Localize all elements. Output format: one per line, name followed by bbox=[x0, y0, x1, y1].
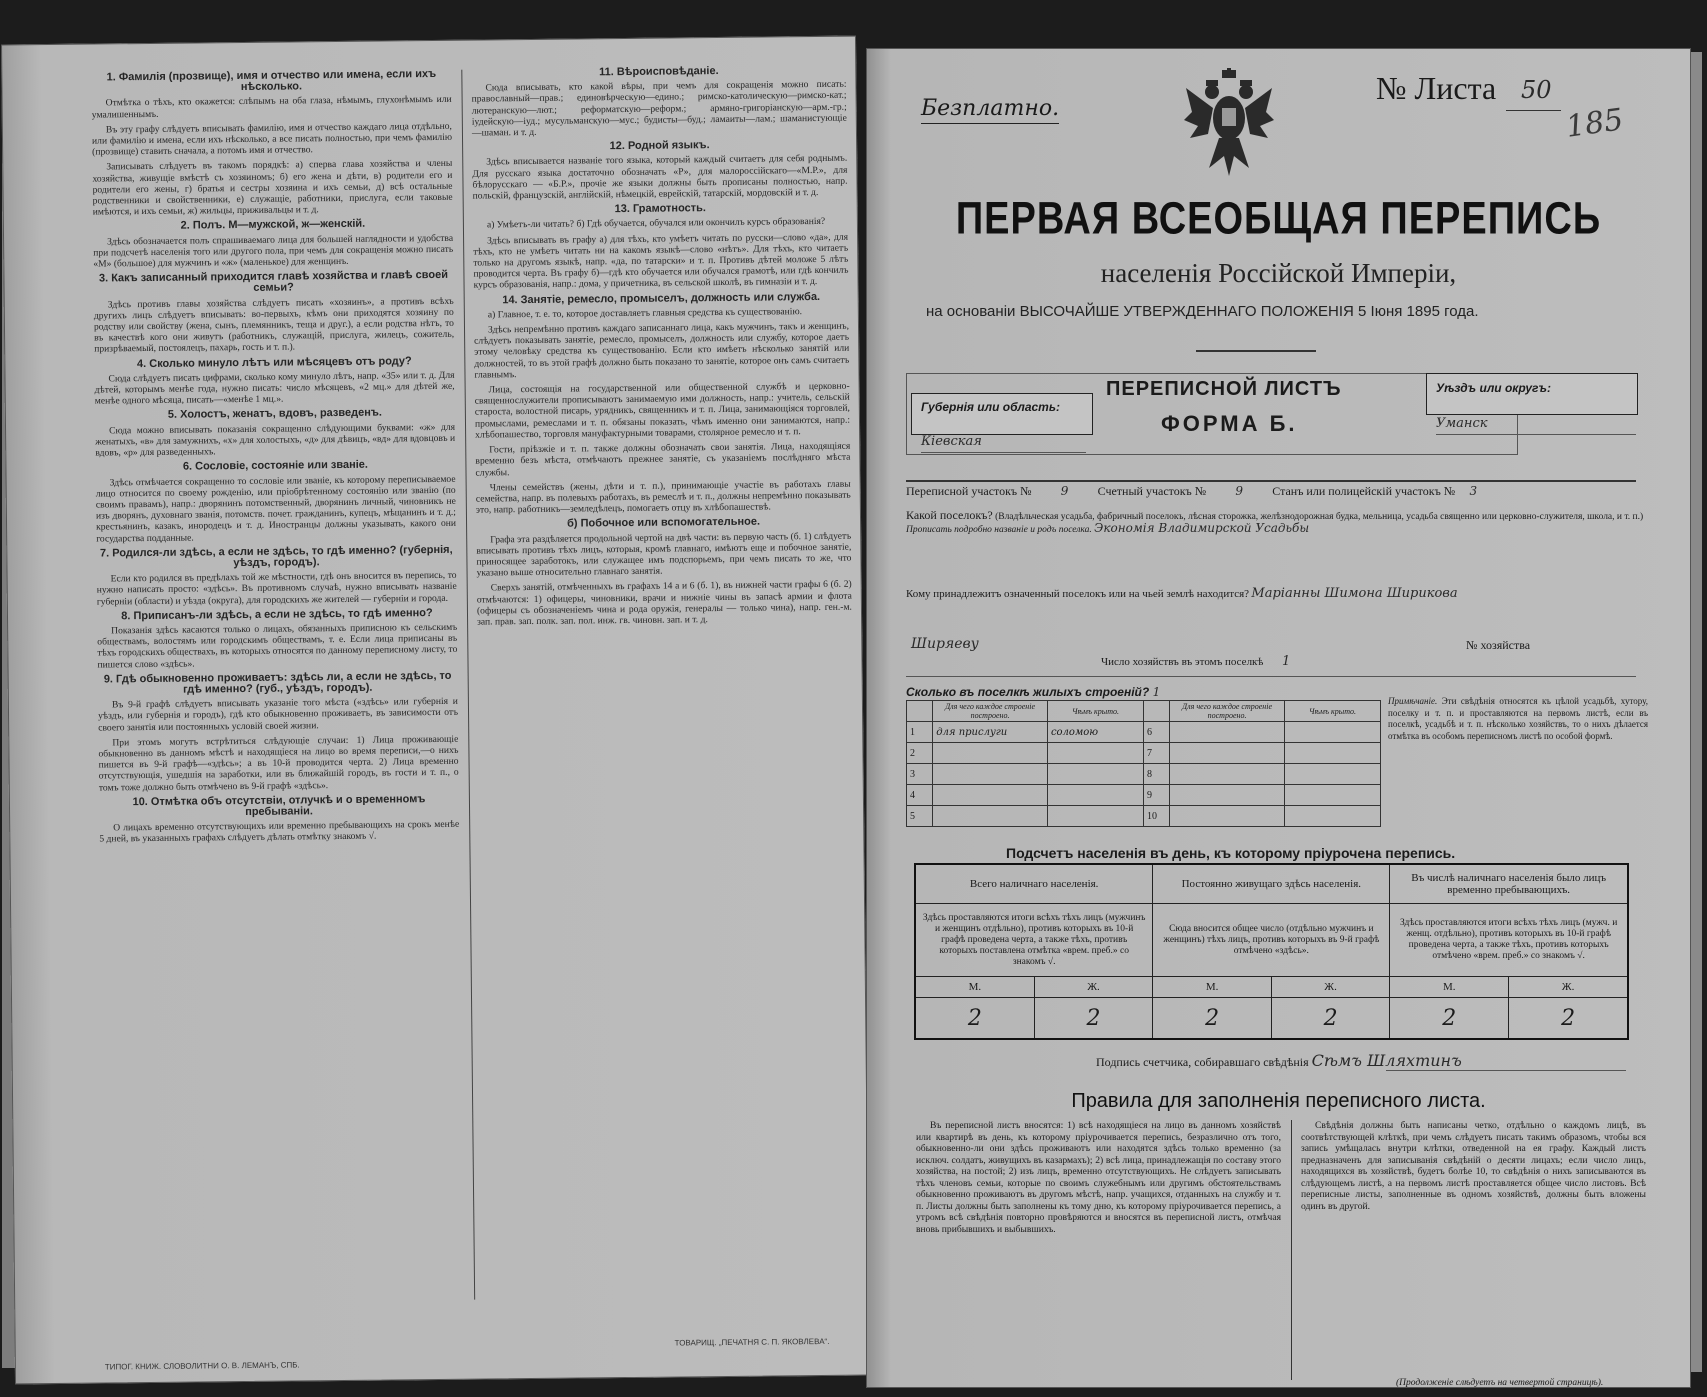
printer-imprint-left: ТИПОГ. КНИЖ. СЛОВОЛИТНИ О. В. ЛЕМАНЪ, СПБ. bbox=[104, 1360, 300, 1372]
count-header-row bbox=[915, 864, 1628, 904]
row-number: 9 bbox=[1143, 785, 1169, 806]
pencil-archive-number: 185 bbox=[1563, 102, 1626, 145]
female-column-label: Ж. bbox=[1034, 977, 1153, 998]
instruction-heading: 2. Полъ. М—мужской, ж—женскій. bbox=[180, 218, 366, 233]
building-roof bbox=[1047, 806, 1143, 827]
free-label: Безплатно. bbox=[921, 96, 1059, 124]
guberniya-label: Губернія или область: bbox=[921, 400, 1060, 414]
row-number: 2 bbox=[907, 743, 933, 764]
signature-label: Подпись счетчика, собиравшаго свѣдѣнія bbox=[1096, 1055, 1309, 1069]
female-column-label: Ж. bbox=[1271, 977, 1389, 998]
instruction-paragraph: Гости, пріѣзжіе и т. п. также должны обозначать свои занятія. Лица, находящіяся временно безъ мѣста, отмѣчаютъ прежнее занятіе, съ указаніемъ послѣдняго мѣста службы. bbox=[475, 440, 851, 479]
buildings-header-row bbox=[907, 701, 1381, 722]
buildings-label: Сколько въ поселкѣ жилыхъ строеній? bbox=[906, 685, 1150, 699]
instruction-paragraph: Сюда вписывать, кто какой вѣры, при чемъ для сокращенія можно писать: православный—прав.; единовѣрческую—едино.; римско-католическую—римско-кат.; лютеранскую—лют.; реформатскую—реформ.; армяно-григоріанскую—арм.-гр.; іудейскую—іуд.; мусульманскую—мус.; будисты—буд.; ламаиты—лам.; шаманистующіе—шаман. и т. д. bbox=[471, 78, 847, 139]
signature-row bbox=[1096, 1051, 1462, 1070]
row-number: 6 bbox=[1143, 722, 1169, 743]
female-count: 2 bbox=[1509, 998, 1628, 1040]
row-number: 8 bbox=[1143, 764, 1169, 785]
building-roof bbox=[1284, 806, 1380, 827]
owner-value-1: Маріанны Шимона Ширикова bbox=[1251, 586, 1458, 601]
header-rule bbox=[906, 480, 1636, 482]
buildings-header-cell: Для чего каждое строеніе построено. bbox=[933, 701, 1048, 722]
instruction-heading: 14. Занятіе, ремесло, промыселъ, должность или служба. bbox=[502, 290, 821, 306]
population-count-table bbox=[914, 863, 1629, 1040]
instruction-heading: 12. Родной языкъ. bbox=[609, 139, 710, 153]
row-number: 7 bbox=[1143, 743, 1169, 764]
building-purpose bbox=[1170, 764, 1285, 785]
count-district-value: 9 bbox=[1235, 484, 1244, 498]
instruction-heading: б) Побочное или вспомогательное. bbox=[567, 515, 761, 530]
imperial-eagle-emblem bbox=[1184, 68, 1274, 178]
district-label: Переписной участокъ № bbox=[906, 484, 1032, 498]
building-purpose bbox=[1170, 743, 1285, 764]
uezd-value: Уманск bbox=[1436, 416, 1488, 431]
settlement-value: Экономія Владимирской Усадьбы bbox=[1094, 521, 1310, 535]
instructions-column-2 bbox=[471, 61, 852, 632]
rules-right-column: Свѣдѣнія должны быть написаны четко, отдѣльно о каждомъ лицѣ, въ соотвѣтствующей клѣткѣ, при чемъ слѣдуетъ писать такимъ образомъ, чтобы вся запись умѣщалась внутри клѣтки, отведенной на ея графу. Каждый листъ предназначенъ для записыванія свѣдѣній о десяти лицахъ; если число лицъ, находящихся въ хозяйствѣ, будетъ болѣе 10, то свѣдѣнія о нихъ записываются въ слѣдующемъ листѣ, а на первомъ листѣ проставляется общее число листовъ. Всѣ переписные листы, заполненные въ одномъ хозяйствѣ, должны быть вложены одинъ въ другой. bbox=[1301, 1120, 1646, 1212]
instruction-heading: 6. Сословіе, состояніе или званіе. bbox=[182, 458, 369, 473]
instruction-paragraph: Здѣсь непремѣнно противъ каждаго записаннаго лица, какъ мужчинъ, такъ и женщинъ, слѣдуетъ показывать занятіе, ремесло, промыселъ, должность или службу, которое даетъ этому человѣку средства къ существованію. Если кто имѣетъ нѣсколько занятій или должностей, то въ этой графѣ должно быть показано то занятіе, которое онъ самъ считаетъ главнымъ. bbox=[474, 320, 850, 381]
instruction-paragraph: Если кто родился въ предѣлахъ той же мѣстности, гдѣ онъ вносится въ перепись, то нужно написать просто: «здѣсь». Въ противномъ случаѣ, нужно вписывать названіе губерніи (области) и уѣзда (округа), для городскихъ же жителей — губерніи и города. bbox=[96, 569, 457, 608]
male-column-label: М. bbox=[1390, 977, 1509, 998]
settlement-hint: (Владѣльческая усадьба, фабричный поселокъ, лѣсная сторожка, желѣзнодорожная будка, мельница, усадьба священно или церковно-служителя, школа, и т. п.) bbox=[995, 512, 1644, 522]
count-column-head: Постоянно живущаго здѣсь населенія. bbox=[1153, 864, 1390, 904]
uezd-label: Уѣздъ или округъ: bbox=[1436, 381, 1551, 395]
building-purpose bbox=[1170, 722, 1285, 743]
instruction-heading: 3. Какъ записанный приходится главѣ хозяйства и главѣ своей семьи? bbox=[98, 269, 449, 295]
row-number: 1 bbox=[907, 722, 933, 743]
sheet-number-value: 50 bbox=[1521, 76, 1552, 104]
building-purpose bbox=[933, 806, 1048, 827]
instruction-heading: 13. Грамотность. bbox=[614, 202, 707, 216]
instruction-paragraph: Члены семействъ (жены, дѣти и т. п.), принимающіе участіе въ работахъ главы семейства, напр. въ полевыхъ работахъ, въ ремеслѣ и т. п., должны непремѣнно показывать это, напр. работникъ—земледѣлецъ, помогаетъ отцу въ хлѣбопашествѣ. bbox=[475, 478, 851, 516]
count-sex-row bbox=[915, 977, 1628, 998]
owner-underline bbox=[906, 676, 1636, 677]
table-row bbox=[907, 806, 1381, 827]
uezd-underline bbox=[1436, 434, 1636, 435]
count-values-row bbox=[915, 998, 1628, 1040]
sheet-number-label: № Листа bbox=[1376, 70, 1497, 106]
household-number-label: № хозяйства bbox=[1466, 638, 1531, 652]
instruction-paragraph: Отмѣтка о тѣхъ, кто окажется: слѣпымъ на оба глаза, нѣмымъ, глухонѣмымъ или умалишеннымъ. bbox=[91, 94, 452, 121]
buildings-header-cell: Чѣмъ крыто. bbox=[1284, 701, 1380, 722]
rules-divider bbox=[1291, 1120, 1292, 1380]
male-count: 2 bbox=[1153, 998, 1271, 1040]
printer-imprint-right: ТОВАРИЩ. „ПЕЧАТНЯ С. П. ЯКОВЛЕВА“. bbox=[674, 1336, 830, 1348]
buildings-note-title: Примѣчаніе. bbox=[1388, 696, 1438, 706]
instruction-paragraph: Сюда слѣдуетъ писать цифрами, сколько кому минуло лѣтъ, напр. «35» или т. д. Для дѣтей, которымъ менѣе года, нужно писать: число мѣсяцевъ, «2 мц.» для дѣтей же, менѣе одного мѣсяца, писать—«менѣе 1 мц.». bbox=[94, 369, 455, 407]
instruction-heading: 11. Вѣроисповѣданіе. bbox=[598, 65, 719, 79]
instruction-paragraph: Сверхъ занятій, отмѣченныхъ въ графахъ 14 а и 6 (б. 1), въ нижней части графы 6 (б. 2) отмѣчаются: 1) офицеры, чиновники, врачи и нижніе чины въ запасѣ армии и флота (офицеры съ обозначеніемъ чина и рода оружія, генералы — только чина), напр. ген.-м. зап. прав. зап. полк. зап. пол. инж. гв. чиновн. зап. и т. д. bbox=[476, 578, 853, 628]
row-number: 4 bbox=[907, 785, 933, 806]
stan-value: 3 bbox=[1469, 484, 1478, 498]
continued-note: (Продолженіе слѣдуетъ на четвертой страницѣ). bbox=[1396, 1378, 1604, 1388]
female-column-label: Ж. bbox=[1509, 977, 1628, 998]
households-row bbox=[1101, 656, 1306, 668]
male-count: 2 bbox=[915, 998, 1034, 1040]
census-subtitle: населенія Россійской Имперіи, bbox=[1100, 258, 1457, 288]
count-column-description: Здѣсь проставляются итоги всѣхъ тѣхъ лицъ (мужч. и женщ. отдѣльно), противъ которыхъ въ 10-й графѣ проведена черта, а также тѣхъ, противъ которыхъ отмѣчено «врем. преб.» со знакомъ √. bbox=[1390, 904, 1628, 977]
buildings-note bbox=[1388, 696, 1648, 742]
population-count-title: Подсчетъ населенія въ день, къ которому пріурочена перепись. bbox=[1006, 845, 1456, 861]
female-count: 2 bbox=[1034, 998, 1153, 1040]
instruction-paragraph: Здѣсь обозначается полъ спрашиваемаго лица для большей наглядности и удобства при подсчетѣ населенія того или другого пола, при чемъ для сокращенія можно писать «М» (большое) для мужчинъ и «ж» (маленькое) для женщинъ. bbox=[93, 232, 454, 270]
instructions-column-1 bbox=[91, 65, 459, 849]
row-number: 10 bbox=[1143, 806, 1169, 827]
building-roof bbox=[1284, 743, 1380, 764]
guberniya-underline bbox=[921, 452, 1086, 453]
instruction-heading: 5. Холостъ, женатъ, вдовъ, разведенъ. bbox=[167, 407, 382, 422]
settlement-row bbox=[906, 510, 1646, 536]
count-district-label: Счетный участокъ № bbox=[1097, 484, 1207, 498]
signature-value: Сѣмъ Шляхтинъ bbox=[1311, 1051, 1462, 1070]
table-row bbox=[907, 743, 1381, 764]
building-purpose bbox=[1170, 806, 1285, 827]
instruction-paragraph: Здѣсь противъ главы хозяйства слѣдуетъ писать «хозяинъ», а противъ всѣхъ другихъ лицъ слѣдуетъ вписывать: во-первыхъ, кѣмъ они приходятся хозяину по родству или свойству (жена, сынъ, племянникъ, теща и друг.), а если родства нѣтъ, то въ качествѣ кого они живутъ (работникъ, служащій, прислуга, жилецъ, сожитель, призрѣваемый, постоялецъ, пахарь, гость и т. п.). bbox=[93, 295, 455, 356]
building-roof bbox=[1284, 764, 1380, 785]
building-roof: соломою bbox=[1047, 722, 1143, 743]
building-roof bbox=[1284, 785, 1380, 806]
building-roof bbox=[1047, 764, 1143, 785]
instruction-paragraph: Графа эта раздѣляется продольной чертой на двѣ части: въ первую часть (б. 1) слѣдуетъ вписывать противъ тѣхъ лицъ, которыя, кромѣ главнаго, имѣютъ еще и побочное занятіе, приносящее заработокъ, или служащее имъ подспорьемъ, при чемъ писать то же, что указано выше относительно главнаго занятія. bbox=[476, 530, 852, 579]
households-label: Число хозяйствъ въ этомъ поселкѣ bbox=[1101, 656, 1264, 668]
instruction-heading: 7. Родился-ли здѣсь, а если не здѣсь, то гдѣ именно? (губернія, уѣздъ, городъ). bbox=[99, 543, 453, 570]
owner-row bbox=[906, 588, 1646, 601]
building-roof bbox=[1047, 785, 1143, 806]
instruction-heading: 1. Фамилія (прозвище), имя и отчество или имена, если ихъ нѣсколько. bbox=[106, 67, 437, 94]
district-value: 9 bbox=[1060, 484, 1069, 498]
form-title-line-2: ФОРМА Б. bbox=[1161, 411, 1298, 436]
instruction-paragraph: Показанія здѣсь касаются только о лицахъ, обязанныхъ приписною къ сельскимъ обществамъ, волостямъ или городскимъ обществамъ, т. е. Если лица приписаны въ тѣхъ городскихъ обществахъ, въ которыхъ относятся по данному переписному листу, то пишется слово «здѣсь». bbox=[97, 621, 458, 671]
building-purpose bbox=[933, 785, 1048, 806]
building-purpose: для прислуги bbox=[933, 722, 1048, 743]
table-row bbox=[907, 785, 1381, 806]
male-column-label: М. bbox=[915, 977, 1034, 998]
buildings-table bbox=[906, 700, 1381, 827]
guberniya-value: Кіевская bbox=[921, 434, 982, 449]
instruction-paragraph: а) Главное, т. е. то, которое доставляетъ главныя средства къ существованію. bbox=[487, 306, 803, 321]
instruction-heading: 4. Сколько минуло лѣтъ или мѣсяцевъ отъ роду? bbox=[136, 354, 412, 370]
buildings-header-cell: Для чего каждое строеніе построено. bbox=[1170, 701, 1285, 722]
census-title: ПЕРВАЯ ВСЕОБЩАЯ ПЕРЕПИСЬ bbox=[955, 193, 1602, 245]
instruction-paragraph: Сюда можно вписывать показанія сокращенно слѣдующими буквами: «ж» для женатыхъ, «в» для замужнихъ, «х» для холостыхъ, «д» для дѣвицъ, «вд» для вдовцовъ и вдовъ, «р» для разведенныхъ. bbox=[95, 421, 456, 459]
instruction-paragraph: Здѣсь вписывается названіе того языка, который каждый считаетъ для себя роднымъ. Для русскаго языка достаточно обозначать «Р», для малороссійскаго—«М.Р.», для бѣлорусскаго — «Б.Р.», прочіе же языки должны быть прописаны полностью, напр. польскій, французскій, англійскій, нѣмецкій, еврейскій, татарскій, мордовскій и т. д. bbox=[472, 153, 848, 202]
form-title-line-1: ПЕРЕПИСНОЙ ЛИСТЪ bbox=[1106, 378, 1342, 400]
building-roof bbox=[1284, 722, 1380, 743]
building-roof bbox=[1047, 743, 1143, 764]
instruction-heading: 8. Приписанъ-ли здѣсь, а если не здѣсь, то гдѣ именно? bbox=[121, 606, 433, 623]
building-purpose bbox=[1170, 785, 1285, 806]
left-page bbox=[1, 36, 870, 1385]
row-number: 5 bbox=[907, 806, 933, 827]
right-page bbox=[866, 48, 1691, 1388]
stan-label: Станъ или полицейскій участокъ № bbox=[1272, 484, 1456, 498]
row-number: 3 bbox=[907, 764, 933, 785]
owner-label: Кому принадлежитъ означенный поселокъ или на чьей землѣ находится? bbox=[906, 588, 1250, 600]
count-column-head: Въ числѣ наличнаго населенія было лицъ временно пребывающихъ. bbox=[1390, 864, 1628, 904]
owner-value-2: Ширяеву bbox=[911, 636, 979, 652]
rules-left-column: Въ переписной листъ вносятся: 1) всѣ находящіеся на лицо въ данномъ хозяйствѣ или квартирѣ въ день, къ которому пріурочивается перепись, безразлично отъ того, обыкновенно-ли они здѣсь проживаютъ или находятся здѣсь только временно (за исключ. солдатъ, живущихъ въ казармахъ); 2) всѣ лица, принадлежащія по составу этого хозяйства, на постой; 2) изъ лицъ, временно отсутствующихъ. Не слѣдуетъ записывать тѣхъ членовъ семьи, которые по своимъ служебнымъ или другимъ обстоятельствамъ обыкновенно проживаютъ въ другомъ мѣстѣ, напр. учащихся, отданныхъ на службу и т. п. Листы должны быть заполнены къ тому дню, къ которому пріурочивается перепись, а утромъ всѣ свѣдѣнія повторно провѣряются и вносятся въ переписной листъ, отмѣчая вновь прибывшихъ и выбывшихъ. bbox=[916, 1120, 1281, 1235]
settlement-hint-2: Прописать подробно названіе и родъ поселка. bbox=[906, 525, 1092, 535]
buildings-header-cell bbox=[907, 701, 933, 722]
instruction-heading: 9. Гдѣ обыкновенно проживаетъ: здѣсь ли, а если не здѣсь, то гдѣ именно? (губ., уѣздъ, городъ). bbox=[103, 669, 452, 696]
buildings-row bbox=[906, 685, 1160, 699]
rules-title: Правила для заполненія переписного листа. bbox=[1071, 1090, 1486, 1112]
instruction-paragraph: О лицахъ временно отсутствующихъ или временно пребывающихъ на срокъ менѣе 5 дней, въ указанныхъ графахъ слѣдуетъ дѣлать отмѣтку знакомъ √. bbox=[99, 818, 460, 845]
sheet-number-underline bbox=[1506, 110, 1561, 111]
table-row bbox=[907, 764, 1381, 785]
buildings-header-cell bbox=[1143, 701, 1169, 722]
buildings-note-text: Эти свѣдѣнія относятся къ цѣлой усадьбѣ, хутору, поселку и т. п. и проставляются на первомъ листѣ, если въ поселкѣ, усадьбѣ и т. п. нѣсколько хозяйствъ, то о нихъ дѣлается отмѣтка въ особомъ переписномъ листѣ по особой формѣ. bbox=[1388, 696, 1649, 741]
buildings-header-cell: Чѣмъ крыто. bbox=[1047, 701, 1143, 722]
building-purpose bbox=[933, 764, 1048, 785]
count-desc-row bbox=[915, 904, 1628, 977]
instruction-paragraph: Здѣсь отмѣчается сокращенно то сословіе или званіе, къ которому переписываемое лицо относится по своему рожденію, или пріобрѣтенному состоянію или званію (по своимъ правамъ), напр.: дворянинъ потомственный, дворянинъ личный, чиновникъ не изъ дворянъ, духовнаго званія, потомств. почет. гражданинъ, купецъ, мѣщанинъ и т. д.; крестьянинъ, казакъ, инородецъ и т. д. Иностранцы должны указывать, какого они государства подданные. bbox=[95, 473, 457, 545]
count-column-head: Всего наличнаго населенія. bbox=[915, 864, 1153, 904]
instruction-paragraph: При этомъ могутъ встрѣтиться слѣдующіе случаи: 1) Лица проживающіе обыкновенно въ данномъ мѣстѣ и находящіеся на лицо во время переписи,—о нихъ пишется въ 9-й графѣ—«здѣсь»; а въ 10-й проводится черта. 2) Лица временно отсутствующія, ушедшія на заработки, или въ ближайшій городъ, въ гости и т. п., о томъ тоже должно быть отмѣчено въ 9-й графѣ «здѣсь». bbox=[98, 733, 459, 794]
instruction-paragraph: Здѣсь вписывать въ графу а) для тѣхъ, кто умѣетъ читать по русски—слово «да», для тѣхъ, кто не умѣетъ читать ни на какомъ языкѣ—слово «нѣтъ». Для тѣхъ, кто читаетъ только на другомъ языкѣ, напр. «да, по татарски» и т. п. Противъ дѣтей моложе 5 лѣтъ проводится черта. Въ графу б)—гдѣ кто обучается или обучался грамотѣ, или гдѣ кончилъ курсъ образованія, напр.: дома, у причетника, въ сельской школѣ, въ гимназіи и т. д. bbox=[473, 231, 849, 292]
instruction-paragraph: Записывать слѣдуетъ въ такомъ порядкѣ: а) сперва глава хозяйства и члены хозяйства, живущіе вмѣстѣ съ хозяиномъ; б) его жена и дѣти, в) родители его и родители его жены, г) братья и сестры хозяина и ихъ семьи, д) всѣ остальные родственники и свойственники, е) служащіе, работники, прислуга, если таковые имѣются, и ихъ семьи, ж) жильцы, приживальцы и т. д. bbox=[92, 158, 453, 218]
count-column-description: Сюда вносится общее число (отдѣльно мужчинъ и женщинъ) тѣхъ лицъ, противъ которыхъ въ 9-й графѣ отмѣчено «здѣсь». bbox=[1153, 904, 1390, 977]
count-column-description: Здѣсь проставляются итоги всѣхъ тѣхъ лицъ (мужчинъ и женщинъ отдѣльно), противъ которыхъ въ 10-й графѣ проведена черта, а также тѣхъ, противъ которыхъ поставлена отмѣтка «врем. преб.» со знакомъ √. bbox=[915, 904, 1153, 977]
instruction-paragraph: а) Умѣетъ-ли читать? б) Гдѣ обучается, обучался или окончилъ курсъ образованія? bbox=[486, 216, 826, 231]
male-column-label: М. bbox=[1153, 977, 1271, 998]
table-row bbox=[907, 722, 1381, 743]
instruction-paragraph: Лица, состоящія на государственной или общественной службѣ и церковно-священнослужители прописываютъ занимаемую ими должность, напр.: учитель, сельскій староста, волостной писарь, урядникъ, священникъ и т. п. Лица, занимающіяся торговлей, промыслами, ремеслами и т. п. обязаны показать, чѣмъ именно они занимаются, напр.: хлѣбопашество, торговля мануфактурными товарами, столярное ремесло и т. п. bbox=[474, 380, 851, 441]
instruction-heading: 10. Отмѣтка объ отсутствіи, отлучкѣ и о временномъ пребываніи. bbox=[132, 792, 426, 818]
male-count: 2 bbox=[1390, 998, 1509, 1040]
district-row bbox=[906, 486, 1646, 497]
female-count: 2 bbox=[1271, 998, 1389, 1040]
instruction-paragraph: Въ эту графу слѣдуетъ вписывать фамилію, имя и отчество каждаго лица отдѣльно, или фамилію и имена, если ихъ нѣсколько, а все писать полностью, при чемъ фамилію (прозвище) ставить сначала, а потомъ имя и отчество. bbox=[91, 120, 453, 158]
title-divider bbox=[1196, 350, 1316, 352]
settlement-label: Какой поселокъ? bbox=[906, 508, 993, 522]
building-purpose bbox=[933, 743, 1048, 764]
census-legal-basis: на основаніи ВЫСОЧАЙШЕ УТВЕРЖДЕННАГО ПОЛОЖЕНІЯ 5 Іюня 1895 года. bbox=[926, 303, 1479, 320]
instruction-paragraph: Въ 9-й графѣ слѣдуетъ вписывать указаніе того мѣста («здѣсь» или губернія и уѣздъ, или губернія и городъ), гдѣ кто обыкновенно проживаетъ, въ зависимости отъ своего занятія или постоянныхъ условій своей жизни. bbox=[97, 695, 459, 734]
buildings-value: 1 bbox=[1152, 685, 1161, 699]
signature-underline bbox=[1386, 1070, 1626, 1071]
households-value: 1 bbox=[1281, 654, 1291, 669]
